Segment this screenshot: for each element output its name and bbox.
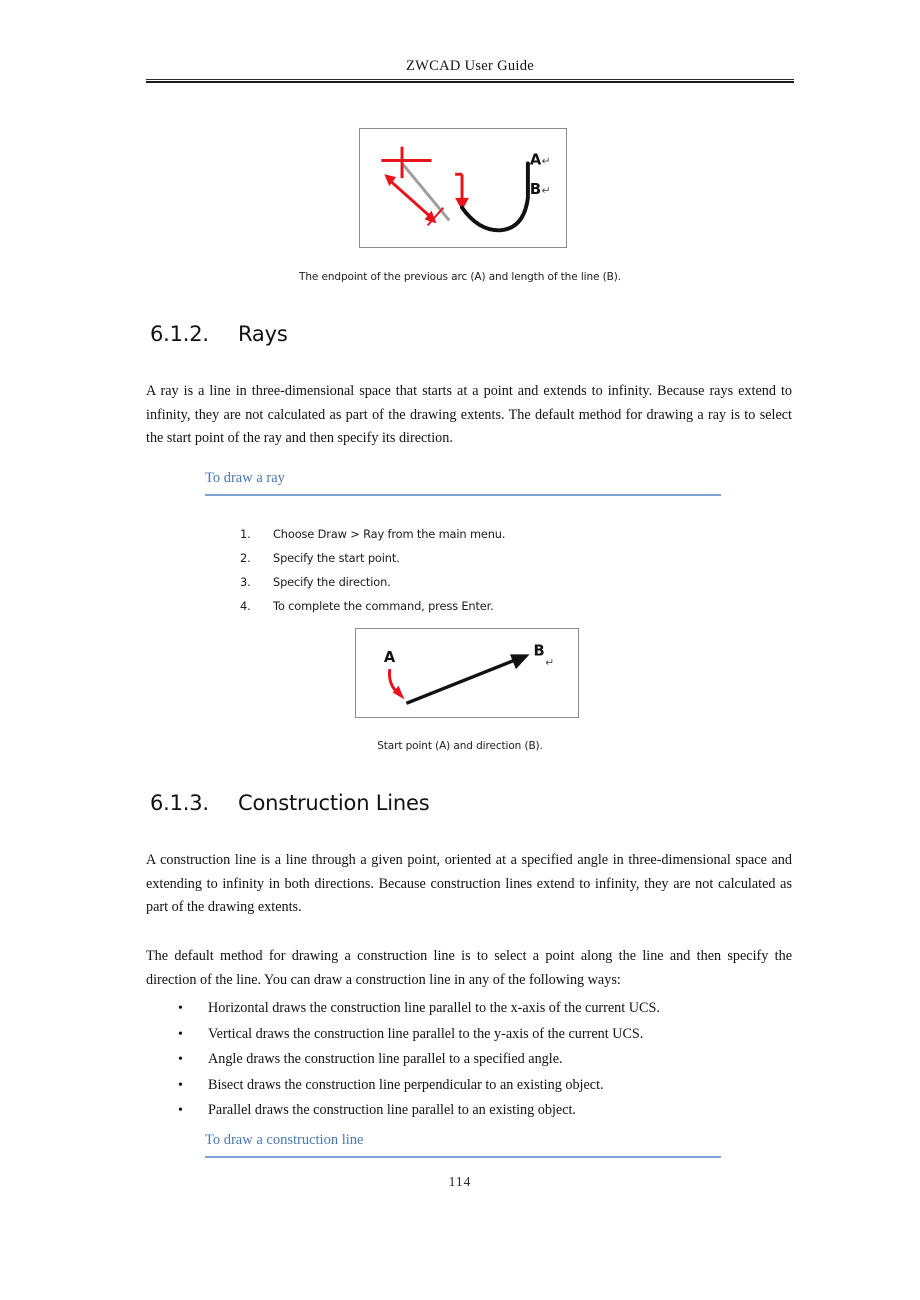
subheading-to-draw-a-ray-text: To draw a ray: [205, 470, 285, 486]
figure-arc-pilcrow-b: ↵: [541, 183, 551, 197]
step-text: Specify the direction.: [273, 575, 391, 589]
figure-arc-label-a: A: [529, 151, 542, 169]
figure-ray-direction: [355, 628, 579, 718]
bullet-icon: •: [178, 1052, 183, 1067]
list-item: [240, 546, 660, 570]
step-text: To complete the command, press Enter.: [273, 599, 494, 613]
bullet-list-construction-line-methods: [178, 996, 792, 1124]
step-text: Specify the start point.: [273, 551, 400, 565]
subheading-to-draw-a-construction-line-text: To draw a construction line: [205, 1132, 364, 1148]
subheading-to-draw-a-ray: [205, 470, 721, 496]
heading-rays-number: 6.1.2.: [150, 322, 209, 346]
list-item: [240, 522, 660, 546]
bullet-text: Angle draws the construction line parallel to a specified angle.: [208, 1051, 563, 1067]
list-item: [240, 570, 660, 594]
figure-arc-caption: The endpoint of the previous arc (A) and length of the line (B).: [299, 271, 621, 283]
bullet-icon: •: [178, 1103, 183, 1118]
list-item: [178, 1098, 792, 1124]
heading-rays-title: Rays: [238, 322, 288, 346]
step-number: 1.: [240, 527, 251, 541]
figure-ray-caption: Start point (A) and direction (B).: [377, 740, 543, 752]
heading-construction-lines-title: Construction Lines: [238, 791, 430, 815]
figure-ray-label-b: B: [533, 642, 545, 660]
bullet-text: Horizontal draws the construction line parallel to the x-axis of the current UCS.: [208, 1000, 660, 1016]
step-text: Choose Draw > Ray from the main menu.: [273, 527, 506, 541]
bullet-icon: •: [178, 1026, 183, 1042]
heading-rays: [150, 322, 288, 346]
heading-construction-lines: [150, 791, 430, 815]
step-number: 4.: [240, 599, 251, 613]
header-title: ZWCAD User Guide: [405, 58, 535, 74]
figure-ray-label-a: A: [383, 649, 396, 667]
bullet-text: Vertical draws the construction line parallel to the y-axis of the current UCS.: [208, 1025, 644, 1042]
figure-arc-endpoint: [359, 128, 567, 248]
black-ray-shaft: [406, 657, 521, 703]
list-item: [178, 1047, 792, 1073]
list-item: [240, 594, 660, 618]
bullet-icon: •: [178, 1001, 183, 1016]
figure-arc-label-b: B: [529, 180, 542, 198]
list-item: [178, 996, 792, 1022]
steps-to-draw-a-ray: [240, 522, 660, 618]
step-number: 3.: [240, 575, 251, 589]
step-number: 2.: [240, 551, 251, 565]
list-item: [178, 1073, 792, 1099]
subheading-to-draw-a-construction-line: [205, 1132, 721, 1158]
paragraph-construction-lines-default-method: The default method for drawing a construction line is to select a point along the line and then specify the direction of the line. You can draw a construction line in any of the following ways:: [146, 948, 792, 988]
subheading-rule: [205, 1156, 721, 1158]
figure-ray-pilcrow-b: ↵: [545, 656, 555, 670]
figure-arc-pilcrow-a: ↵: [541, 154, 551, 168]
page-number: 114: [448, 1174, 472, 1189]
black-arc: [462, 163, 528, 230]
bullet-text: Parallel draws the construction line parallel to an existing object.: [208, 1102, 576, 1118]
header-rule-thin: [146, 79, 794, 80]
header-rule-thick: [146, 81, 794, 83]
black-ray-arrow-head: [510, 654, 530, 669]
page-header: [146, 58, 794, 83]
figure-arc-svg: [360, 129, 566, 247]
bullet-icon: •: [178, 1077, 183, 1093]
paragraph-construction-lines-intro: A construction line is a line through a given point, oriented at a specified angle in three-dimensional space and extending to infinity in both directions. Because construction lines extend to infinity, they are not calculated as part of the drawing extents.: [146, 852, 792, 915]
heading-construction-lines-number: 6.1.3.: [150, 791, 209, 815]
figure-ray-svg: [356, 629, 578, 717]
measure-arrow-shaft: [387, 178, 433, 219]
list-item: [178, 1022, 792, 1048]
paragraph-rays-intro: A ray is a line in three-dimensional space that starts at a point and extends to infinity. Because rays extend to infinity, they are not calculated as part of the drawing extents. The default method for drawing a ray is to select the start point of the ray and then specify its direction.: [146, 383, 792, 446]
subheading-rule: [205, 494, 721, 496]
bullet-text: Bisect draws the construction line perpendicular to an existing object.: [208, 1076, 604, 1093]
